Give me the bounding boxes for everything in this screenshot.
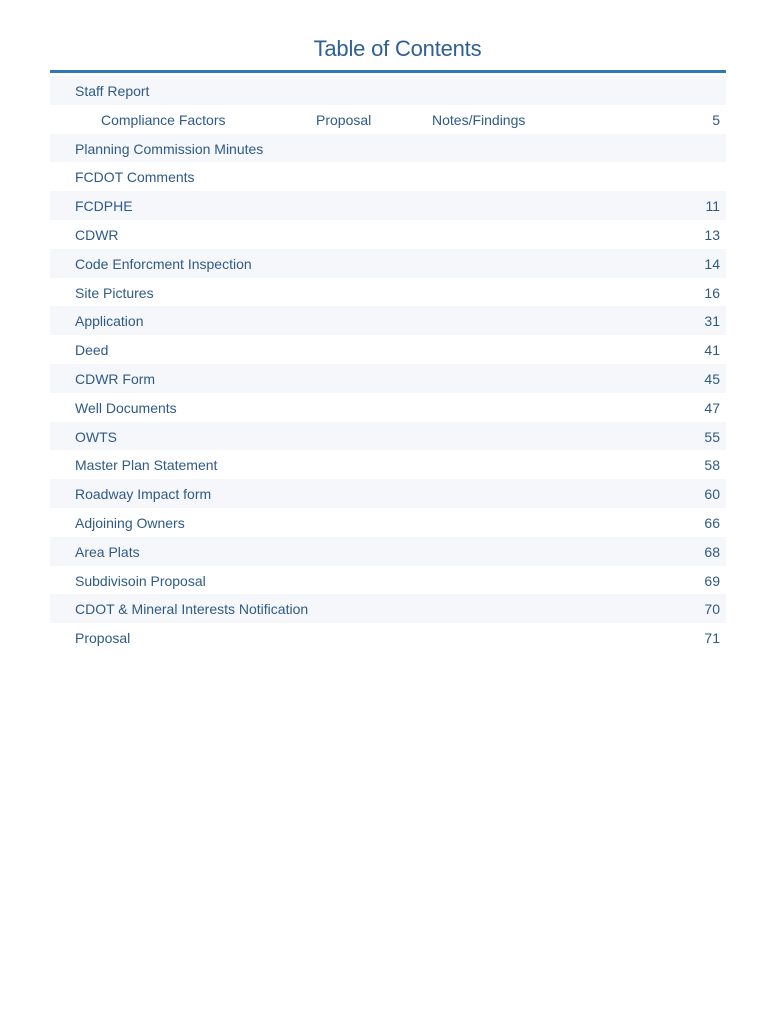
toc-row-fcdot-comments[interactable] xyxy=(50,162,726,191)
toc-entry-label: Application xyxy=(75,313,144,330)
toc-entry-label: Area Plats xyxy=(75,543,140,560)
toc-entry-column-proposal: Proposal xyxy=(316,111,372,128)
toc-entry-page: 31 xyxy=(704,313,720,330)
page-title: Table of Contents xyxy=(313,36,482,61)
toc-row-proposal[interactable] xyxy=(50,623,726,652)
toc-row-subdivision-proposal[interactable] xyxy=(50,566,726,595)
toc-row-master-plan-statement[interactable] xyxy=(50,450,726,479)
toc-table xyxy=(50,76,726,652)
toc-entry-label: Proposal xyxy=(75,630,131,647)
toc-entry-page: 71 xyxy=(704,630,720,647)
toc-row-site-pictures[interactable] xyxy=(50,278,726,307)
toc-entry-label: Staff Report xyxy=(75,83,150,99)
toc-row-well-documents[interactable] xyxy=(50,393,726,422)
toc-entry-label: FCDPHE xyxy=(75,198,133,215)
toc-entry-label: Master Plan Statement xyxy=(75,457,218,474)
toc-entry-label: CDWR Form xyxy=(75,370,156,387)
toc-entry-page: 68 xyxy=(704,543,720,560)
toc-entry-page: 45 xyxy=(704,370,720,387)
toc-entry-label: Adjoining Owners xyxy=(75,514,185,531)
toc-entry-page: 70 xyxy=(704,601,720,618)
toc-entry-label: Subdivisoin Proposal xyxy=(75,572,206,589)
toc-entry-page: 41 xyxy=(704,342,720,359)
toc-row-deed[interactable] xyxy=(50,335,726,364)
toc-entry-page: 58 xyxy=(704,457,720,474)
toc-row-staff-report[interactable] xyxy=(50,76,726,105)
toc-row-cdot-mineral-interests[interactable] xyxy=(50,594,726,623)
toc-entry-page: 16 xyxy=(704,284,720,301)
toc-entry-page: 55 xyxy=(704,428,720,445)
toc-entry-label: CDWR xyxy=(75,226,119,243)
toc-row-cdwr[interactable] xyxy=(50,220,726,249)
toc-entry-label: Roadway Impact form xyxy=(75,486,212,503)
toc-row-adjoining-owners[interactable] xyxy=(50,508,726,537)
toc-entry-page: 5 xyxy=(712,111,720,128)
toc-row-code-enforcement-inspection[interactable] xyxy=(50,249,726,278)
toc-row-fcdphe[interactable] xyxy=(50,191,726,220)
toc-row-cdwr-form[interactable] xyxy=(50,364,726,393)
toc-row-roadway-impact-form[interactable] xyxy=(50,479,726,508)
toc-entry-page: 66 xyxy=(704,514,720,531)
toc-entry-label: Compliance Factors xyxy=(101,111,226,128)
toc-entry-label: CDOT & Mineral Interests Notification xyxy=(75,601,309,618)
toc-entry-page: 69 xyxy=(704,572,720,589)
toc-row-application[interactable] xyxy=(50,306,726,335)
toc-entry-label: Code Enforcment Inspection xyxy=(75,255,252,272)
toc-entry-label: Planning Commission Minutes xyxy=(75,140,264,157)
toc-entry-page: 14 xyxy=(704,255,720,272)
toc-entry-label: Deed xyxy=(75,342,109,359)
toc-entry-label: Well Documents xyxy=(75,399,177,416)
toc-entry-label: OWTS xyxy=(75,428,117,445)
toc-entry-page: 11 xyxy=(705,198,720,215)
toc-entry-page: 13 xyxy=(704,226,720,243)
toc-entry-column-notes: Notes/Findings xyxy=(432,111,526,128)
toc-row-owts[interactable] xyxy=(50,422,726,451)
toc-entry-label: Site Pictures xyxy=(75,284,154,301)
title-divider xyxy=(50,70,726,73)
toc-row-planning-commission-minutes[interactable] xyxy=(50,134,726,163)
toc-entry-page: 60 xyxy=(704,486,720,503)
toc-entry-page: 47 xyxy=(704,399,720,416)
toc-row-compliance-factors[interactable] xyxy=(50,105,726,134)
toc-row-area-plats[interactable] xyxy=(50,537,726,566)
toc-entry-label: FCDOT Comments xyxy=(75,169,195,186)
